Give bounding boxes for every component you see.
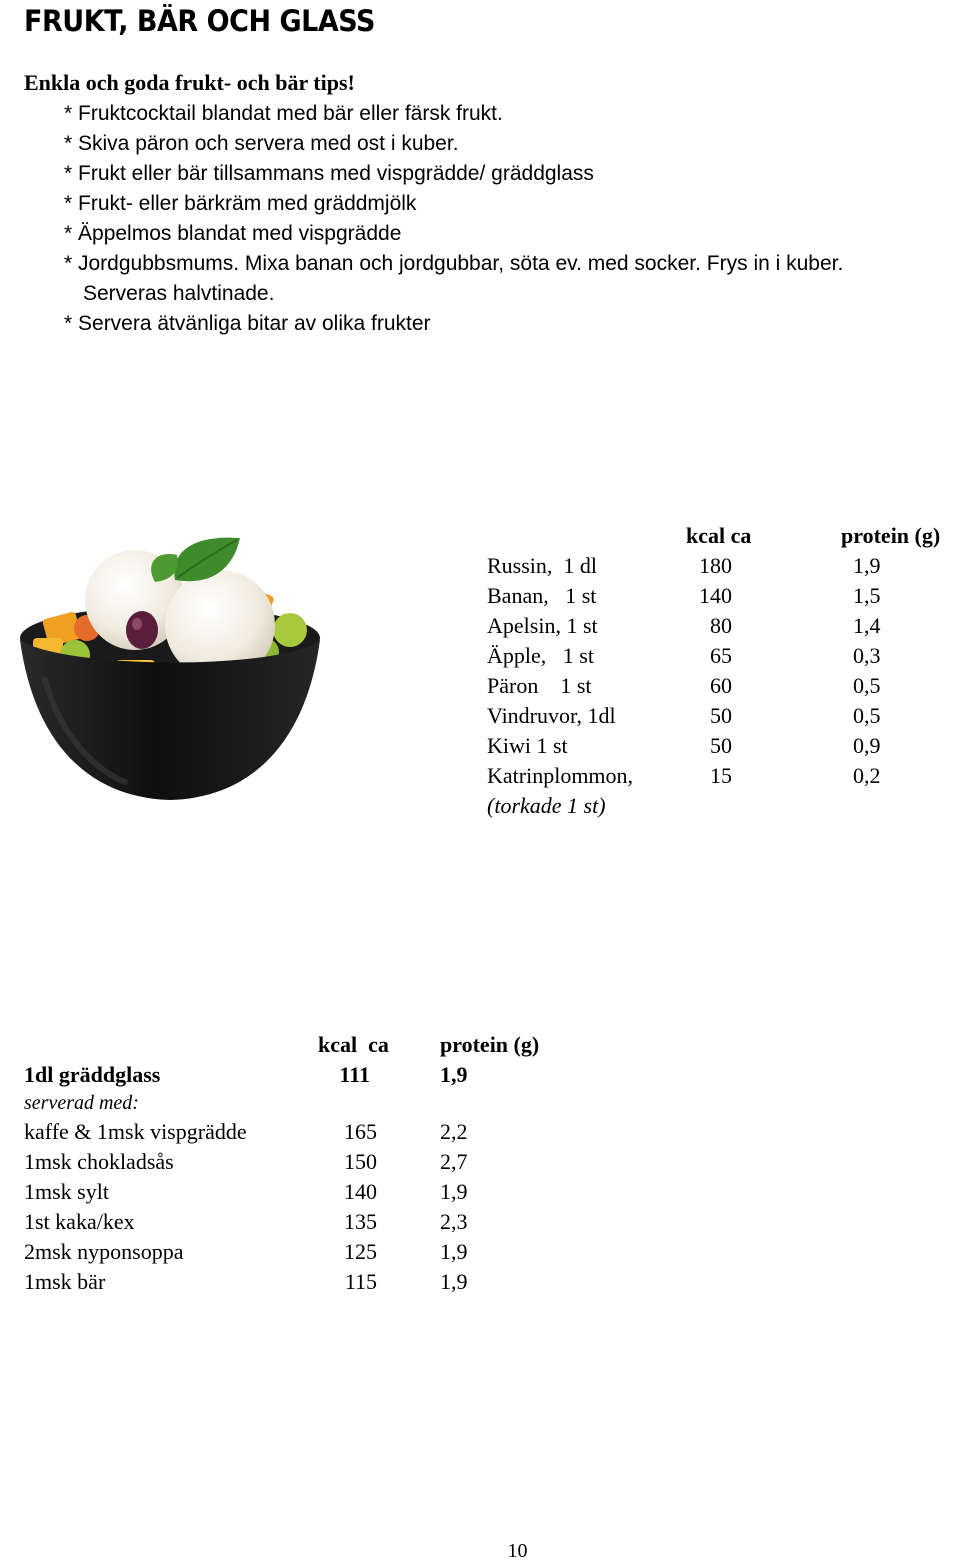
food-name: Päron 1 st: [487, 673, 592, 698]
food-name: 1msk bär: [24, 1269, 106, 1294]
protein-value: 1,9: [853, 553, 881, 578]
protein-value: 1,9: [440, 1269, 468, 1294]
column-header-protein: protein (g): [841, 523, 941, 548]
protein-value: 2,7: [440, 1149, 468, 1174]
note-text: (torkade 1 st): [487, 793, 606, 818]
list-item: * Skiva päron och servera med ost i kuber.: [64, 132, 459, 155]
kcal-value: 80: [710, 613, 732, 638]
protein-value: 1,4: [853, 613, 881, 638]
food-name: Apelsin, 1 st: [487, 613, 598, 638]
kcal-value: 125: [344, 1239, 377, 1264]
list-item: * Äppelmos blandat med vispgrädde: [64, 222, 402, 245]
kcal-value: 50: [710, 733, 732, 758]
kcal-value: 140: [344, 1179, 377, 1204]
food-name: Banan, 1 st: [487, 583, 597, 608]
food-name: 1st kaka/kex: [24, 1209, 135, 1234]
kcal-value: 65: [710, 643, 732, 668]
kcal-value: 15: [710, 763, 732, 788]
ice-cream-bowl-image: [5, 520, 340, 810]
food-name: Russin, 1 dl: [487, 553, 598, 578]
food-name: Vindruvor, 1dl: [487, 703, 616, 728]
food-name: 1msk chokladsås: [24, 1149, 174, 1174]
kcal-value: 115: [344, 1269, 377, 1294]
page-number: 10: [507, 1540, 528, 1562]
food-name: Äpple, 1 st: [487, 643, 594, 668]
food-name: 1dl gräddglass: [24, 1062, 161, 1087]
food-name: 2msk nyponsoppa: [24, 1239, 184, 1264]
protein-value: 1,5: [853, 583, 881, 608]
list-item: * Servera ätvänliga bitar av olika frukter: [64, 312, 431, 335]
food-name: Katrinplommon,: [487, 763, 634, 788]
protein-value: 1,9: [440, 1062, 468, 1087]
list-item: Serveras halvtinade.: [83, 282, 275, 305]
protein-value: 0,5: [853, 673, 881, 698]
food-name: Kiwi 1 st: [487, 733, 568, 758]
list-item: * Fruktcocktail blandat med bär eller färsk frukt.: [64, 102, 503, 125]
served-with-text: serverad med:: [24, 1092, 139, 1114]
protein-value: 0,3: [853, 643, 881, 668]
kcal-value: 140: [699, 583, 732, 608]
protein-value: 0,5: [853, 703, 881, 728]
tips-heading: Enkla och goda frukt- och bär tips!: [24, 70, 355, 95]
kcal-value: 150: [344, 1149, 377, 1174]
page-title: FRUKT, BÄR OCH GLASS: [24, 4, 375, 38]
food-name: 1msk sylt: [24, 1179, 109, 1204]
protein-value: 1,9: [440, 1239, 468, 1264]
protein-value: 2,2: [440, 1119, 468, 1144]
kcal-value: 135: [344, 1209, 377, 1234]
column-header-kcal: kcal ca: [318, 1032, 389, 1057]
kcal-value: 50: [710, 703, 732, 728]
protein-value: 2,3: [440, 1209, 468, 1234]
list-item: * Frukt eller bär tillsammans med vispgrädde/ gräddglass: [64, 162, 594, 185]
protein-value: 0,9: [853, 733, 881, 758]
kcal-value: 111: [339, 1062, 370, 1087]
food-name: kaffe & 1msk vispgrädde: [24, 1119, 247, 1144]
kcal-value: 60: [710, 673, 732, 698]
tips-list: [64, 99, 843, 339]
kcal-value: 180: [699, 553, 732, 578]
protein-value: 0,2: [853, 763, 881, 788]
list-item: * Frukt- eller bärkräm med gräddmjölk: [64, 192, 417, 215]
column-header-protein: protein (g): [440, 1032, 540, 1057]
protein-value: 1,9: [440, 1179, 468, 1204]
column-header-kcal: kcal ca: [686, 523, 752, 548]
list-item: * Jordgubbsmums. Mixa banan och jordgubbar, söta ev. med socker. Frys in i kuber.: [64, 252, 844, 275]
kcal-value: 165: [344, 1119, 377, 1144]
